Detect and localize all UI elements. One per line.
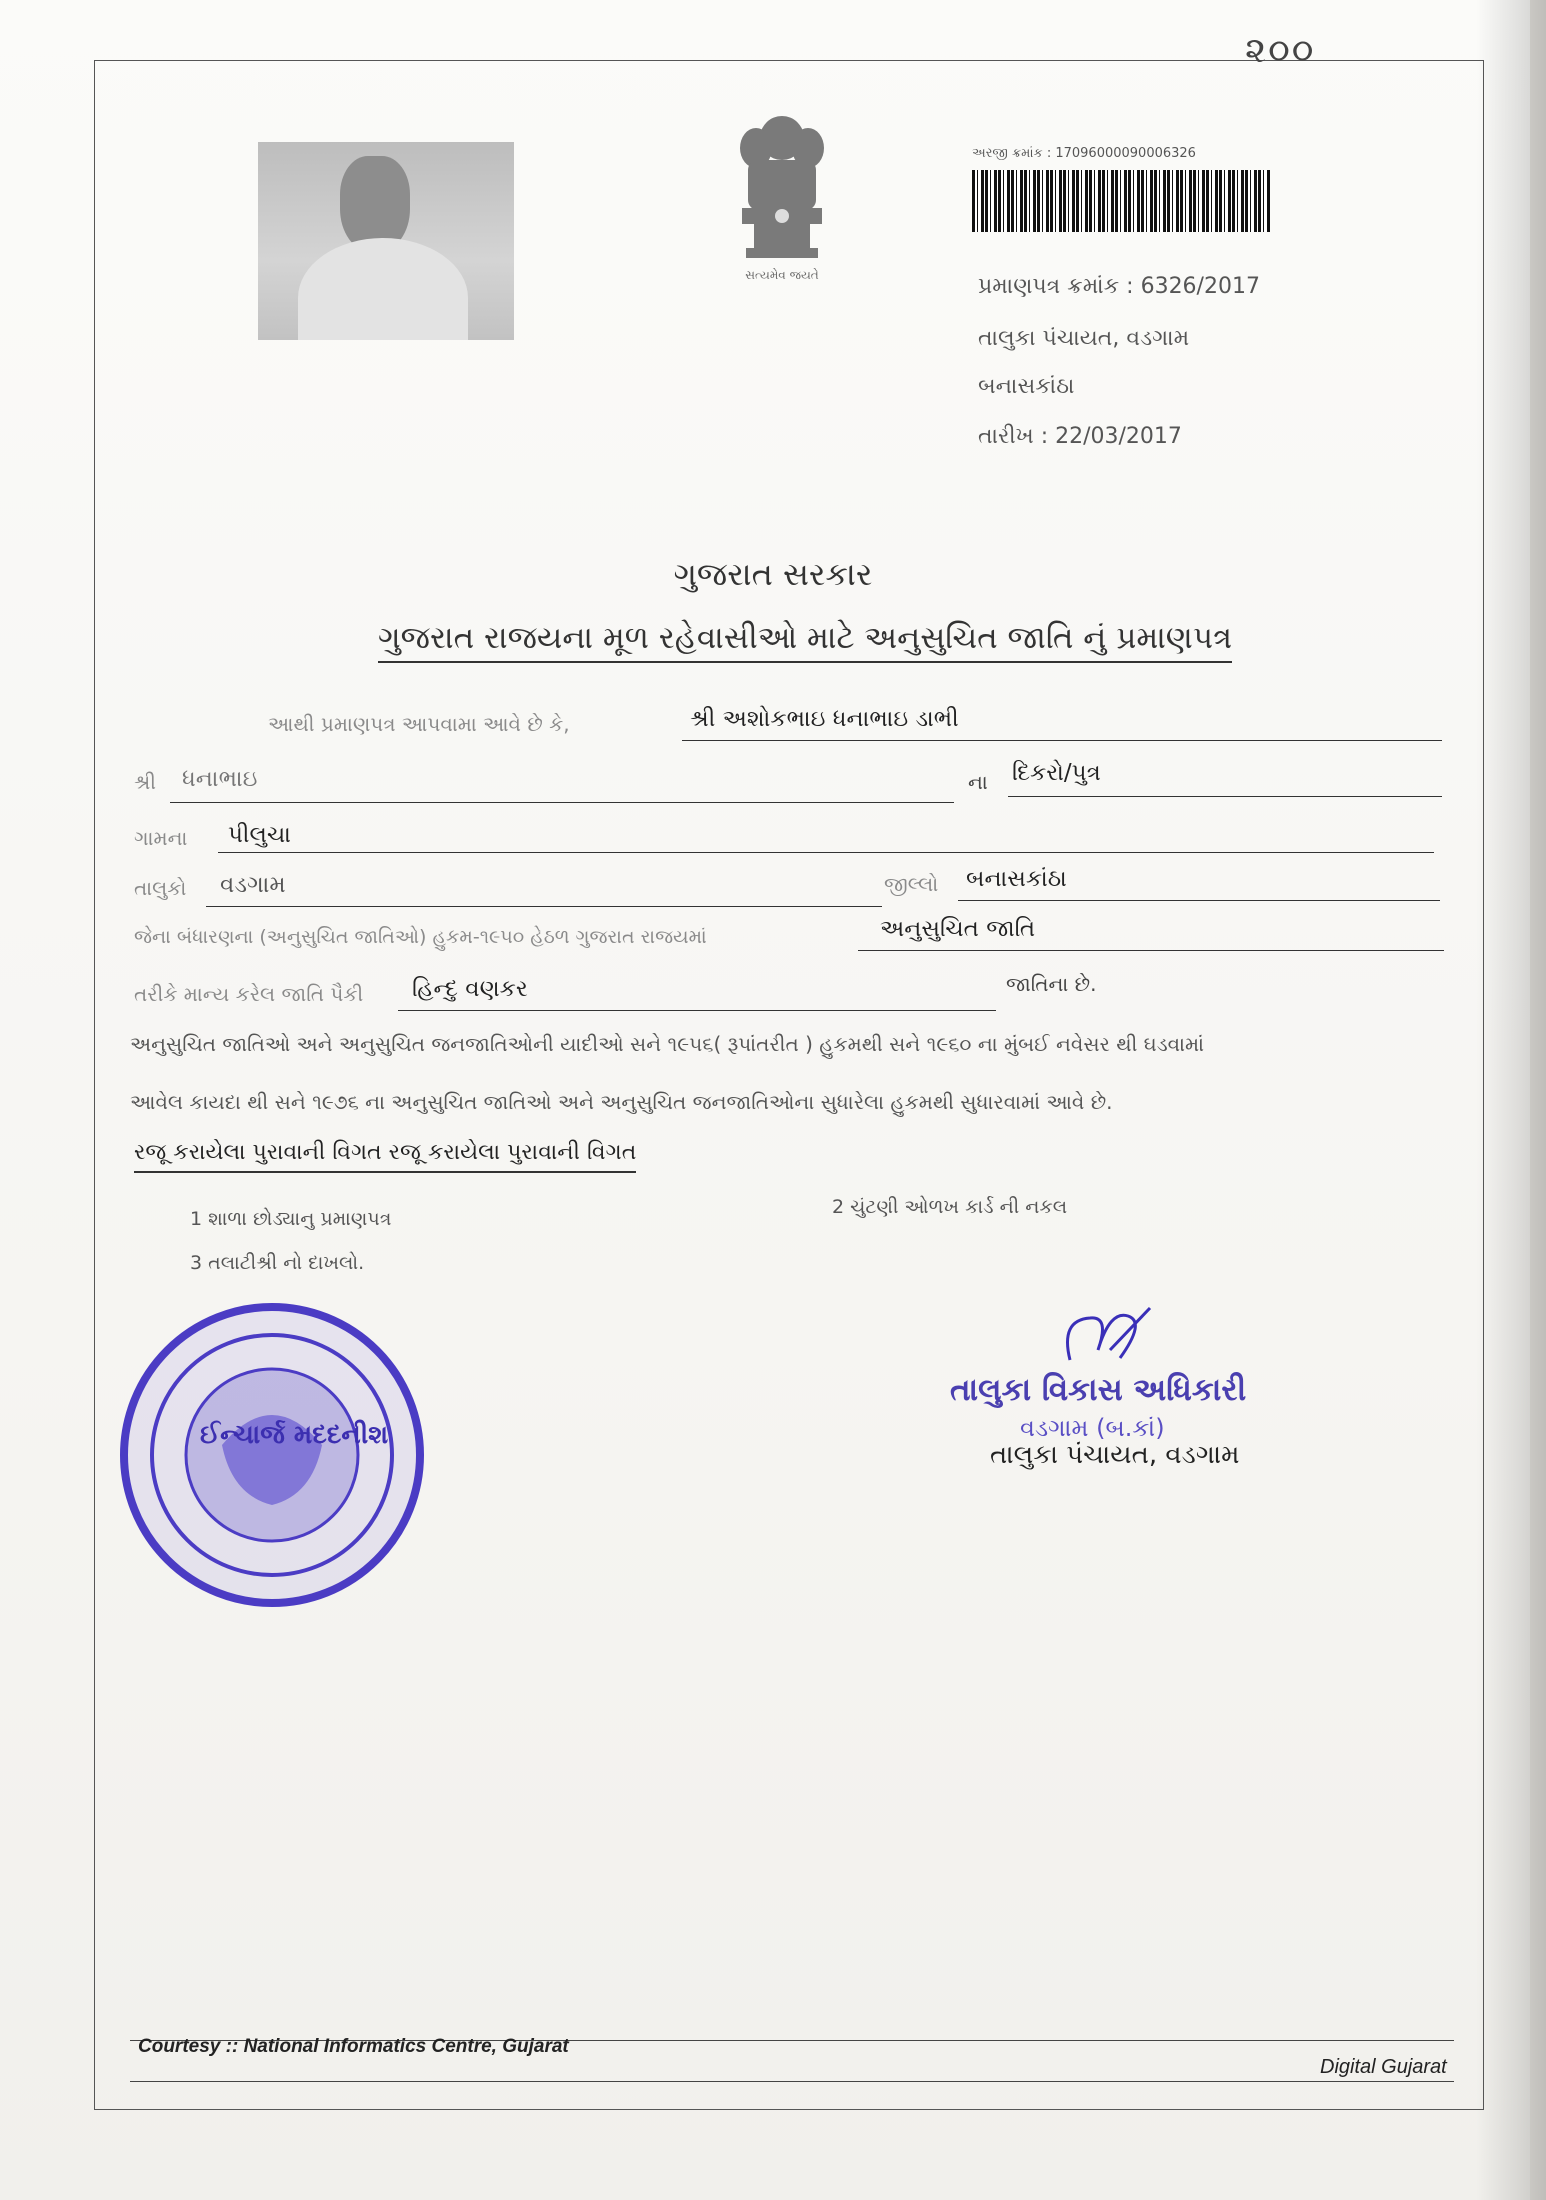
- intro-label: આથી પ્રમાણપત્ર આપવામા આવે છે કે,: [268, 712, 570, 736]
- issuing-district: બનાસકાંઠા: [978, 374, 1075, 399]
- taluka-label: તાલુકો: [134, 876, 187, 900]
- legal-paragraph-line-2: આવેલ કાયદા થી સને ૧૯૭૬ ના અનુસુચિત જાતિઓ અને અનુસુચિત જનજાતિઓના સુધારેલા હુકમથી સુધારવામાં આવે છે.: [130, 1090, 1113, 1114]
- district-value: બનાસકાંઠા: [966, 866, 1067, 892]
- relation-value: દિકરો/પુત્ર: [1012, 760, 1101, 786]
- application-number: અરજી ક્રમાંક : 17096000090006326: [972, 146, 1196, 161]
- proof-item-3: 3 તલાટીશ્રી નો દાખલો.: [190, 1252, 365, 1274]
- proofs-heading: રજૂ કરાયેલા પુરાવાની વિગત રજૂ કરાયેલા પુરાવાની વિગત: [134, 1140, 636, 1173]
- village-line: [218, 852, 1434, 853]
- order-value: અનુસુચિત જાતિ: [880, 916, 1036, 942]
- name-line: [682, 740, 1442, 741]
- certificate-number: પ્રમાણપત્ર ક્રમાંક : 6326/2017: [978, 274, 1260, 299]
- national-emblem-icon: [720, 108, 844, 286]
- page-edge-shadow: [1476, 0, 1546, 2200]
- signature-icon: [1050, 1300, 1170, 1380]
- photo-body-shape: [298, 238, 468, 340]
- caste-label: તરીકે માન્ય કરેલ જાતિ પૈકી: [134, 982, 364, 1006]
- applicant-photo: [258, 142, 514, 340]
- taluka-value: વડગામ: [220, 872, 286, 898]
- issue-date: તારીખ : 22/03/2017: [978, 424, 1182, 449]
- document-subtitle: ગુજરાત રાજયના મૂળ રહેવાસીઓ માટે અનુસુચિત જાતિ નું પ્રમાણપત્ર: [378, 620, 1232, 663]
- legal-paragraph-line-1: અનુસુચિત જાતિઓ અને અનુસુચિત જનજાતિઓની યાદીઓ સને ૧૯૫૬( રૂપાંતરીત ) હુકમથી સને ૧૯૬૦ ના મુંબઈ નવેસર થી ઘડવામાં: [130, 1032, 1205, 1056]
- father-name: ધનાભાઇ: [182, 766, 258, 792]
- footer-brand: Digital Gujarat: [1320, 2056, 1447, 2078]
- barcode: [972, 170, 1270, 232]
- district-label: જીલ્લો: [884, 872, 939, 896]
- caste-value: હિન્દુ વણકર: [412, 976, 528, 1002]
- document-title: ગુજરાત સરકાર: [673, 555, 873, 593]
- relation-prefix: ના: [968, 770, 988, 794]
- emblem-caption: સત્યમેવ જયતે: [745, 268, 819, 282]
- holder-name: શ્રી અશોકભાઇ ધનાભાઇ ડાભી: [690, 706, 959, 732]
- order-label: જેના બંધારણના (અનુસુચિત જાતિઓ) હુકમ-૧૯૫૦ હેઠળ ગુજરાત રાજયમાં: [134, 926, 707, 948]
- issuing-office: તાલુકા પંચાયત, વડગામ: [978, 326, 1190, 351]
- proof-item-2: 2 ચુંટણી ઓળખ કાર્ડ ની નકલ: [832, 1196, 1068, 1218]
- caste-suffix: જાતિના છે.: [1006, 972, 1097, 996]
- village-label: ગામના: [134, 826, 188, 850]
- officer-stamp-subtitle: વડગામ (બ.કાં): [1020, 1414, 1165, 1442]
- official-seal-icon: [112, 1295, 432, 1615]
- seal-center-text: ઈન્ચાર્જ મદદનીશ: [200, 1420, 389, 1450]
- caste-line: [398, 1010, 996, 1011]
- relation-line: [1008, 796, 1442, 797]
- proof-item-1: 1 શાળા છોડ્યાનુ પ્રમાણપત્ર: [190, 1208, 392, 1230]
- certificate-border: [94, 60, 1484, 2110]
- taluka-line: [206, 906, 882, 907]
- page-number: ૨૦૦: [1245, 30, 1316, 71]
- district-line: [958, 900, 1440, 901]
- order-line: [858, 950, 1444, 951]
- officer-office: તાલુકા પંચાયત, વડગામ: [990, 1440, 1240, 1470]
- footer-courtesy: Courtesy :: National Informatics Centre, Gujarat: [138, 2036, 569, 2057]
- father-line: [170, 802, 954, 803]
- village-value: પીલુચા: [228, 822, 291, 848]
- father-prefix: શ્રી: [134, 770, 157, 794]
- officer-title: તાલુકા વિકાસ અધિકારી: [950, 1372, 1247, 1408]
